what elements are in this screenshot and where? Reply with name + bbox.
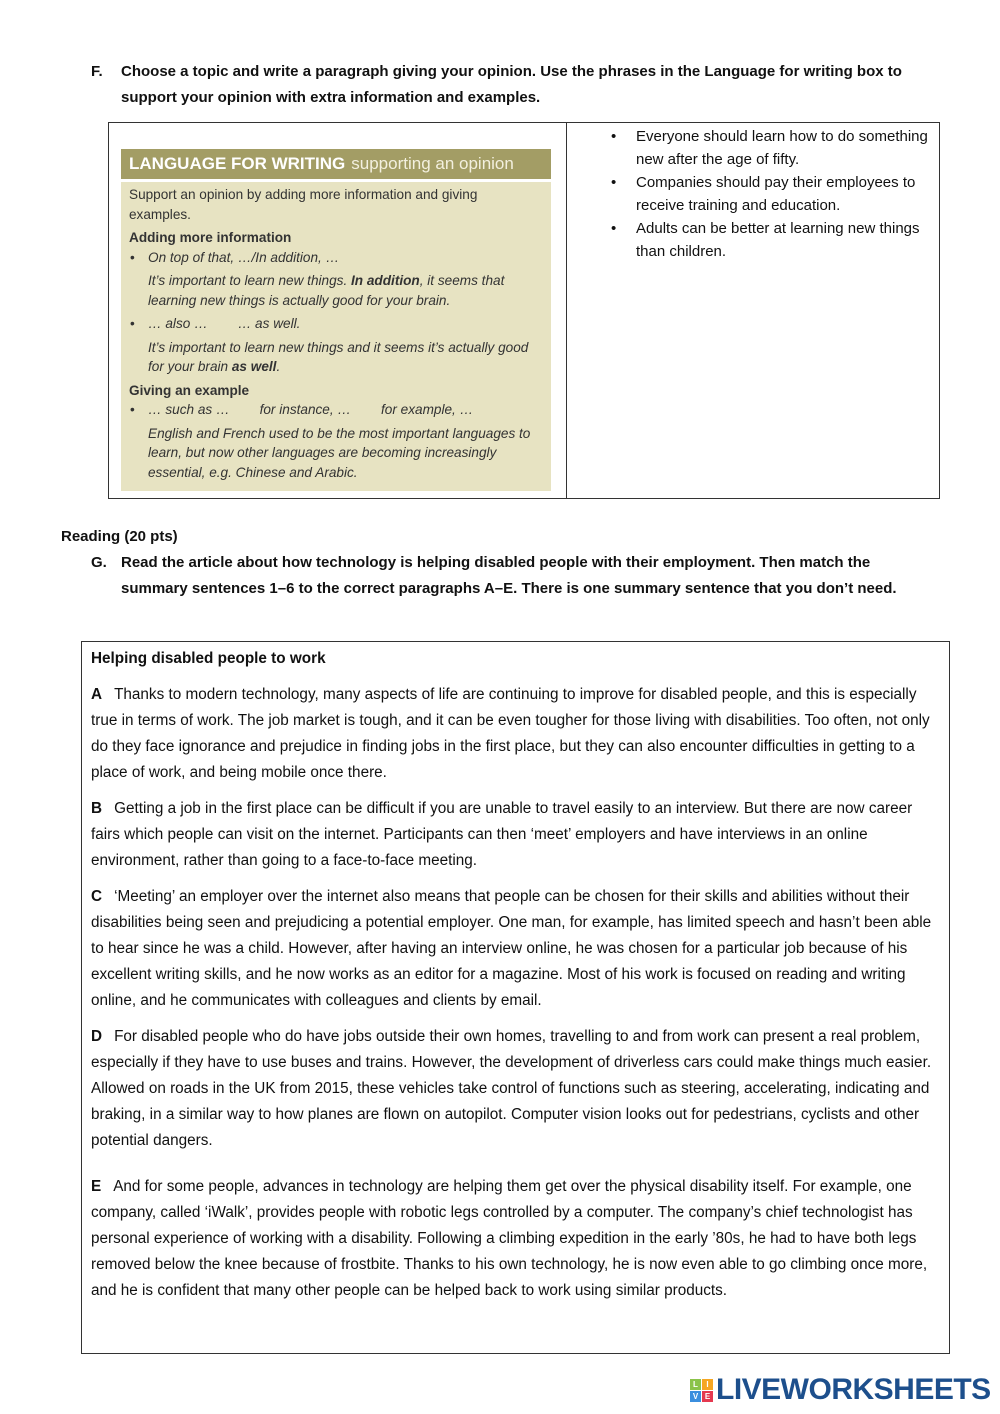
article-paragraph-d: D For disabled people who do have jobs outside their own homes, travelling to and from work can present a real problem, especially if they have to use buses and trains. However, the development of driverless cars could make things much easier. Allowed on roads in the UK from 2015, these vehicles take control of functions such as steering, accelerating, indicating and braking, in a similar way to how planes are flown on autopilot. Computer vision looks out for pedestrians, cyclists and other potential dangers. — [91, 1028, 932, 1149]
article-box — [81, 641, 950, 1354]
phrase-bullet: • On top of that, …/In addition, … — [129, 248, 543, 268]
box-title: LANGUAGE FOR WRITING — [129, 154, 346, 173]
box-header — [121, 149, 551, 182]
topic-item: • Companies should pay their employees to receive training and education. — [579, 171, 939, 217]
instruction-text: Choose a topic and write a paragraph giving your opinion. Use the phrases in the Language for writing box to support your opinion with extra information and examples. — [121, 63, 902, 106]
article-title: Helping disabled people to work — [91, 650, 326, 667]
article-paragraph-e: E And for some people, advances in technology are helping them get over the physical disability itself. For example, one company, called ‘iWalk’, provides people with robotic legs controlled by a computer. The company’s chief technologist has personal experience of working with a disability. Following a climbing expedition in the early ’80s, he had to have both legs removed below the knee because of frostbite. Thanks to his own technology, he is now even able to go climbing once more, and he is confident that many other people can be helped back to work using similar products. — [91, 1178, 928, 1299]
article-paragraph-a: A Thanks to modern technology, many aspects of life are continuing to improve for disabled people, and this is especially true in terms of work. The job market is tough, and it can be even tougher for those living with disabilities. Too often, not only do they face ignorance and prejudice in finding jobs in the first place, but they can also encounter difficulties in getting to a place of work, and being mobile once there. — [91, 686, 930, 781]
liveworksheets-logo — [690, 1374, 991, 1406]
phrase-bullet: • … such as … for instance, … for example, … — [129, 400, 543, 420]
example-text: English and French used to be the most important languages to learn, but now other languages are becoming increasingly essential, e.g. Chinese and Arabic. — [148, 425, 531, 480]
topic-list — [579, 125, 939, 263]
phrase-bullet: • … also … … as well. — [129, 314, 543, 334]
example-text: It’s important to learn new things. In addition, it seems that learning new things is actually good for your brain. — [148, 273, 505, 308]
logo-text: LIVEWORKSHEETS — [716, 1373, 991, 1406]
section-f-instruction — [91, 59, 951, 111]
section-label: F. — [91, 63, 103, 80]
article-paragraph-b: B Getting a job in the first place can be difficult if you are unable to travel easily to an interview. But there are now career fairs which people can visit on the internet. Participants can then ‘meet’ employers and have interviews in an online environment, rather than going to a face-to-face meeting. — [91, 800, 913, 869]
table-divider — [566, 123, 567, 498]
instruction-text: Read the article about how technology is helping disabled people with their employment. Then match the summary sentences 1–6 to the correct paragraphs A–E. There is one summary sentence that you don’t need. — [121, 554, 897, 597]
box-heading: Adding more information — [129, 230, 292, 245]
reading-heading: Reading (20 pts) — [61, 528, 178, 545]
topic-item: • Everyone should learn how to do something new after the age of fifty. — [579, 125, 939, 171]
box-intro: Support an opinion by adding more information and giving examples. — [129, 187, 478, 222]
topic-item: • Adults can be better at learning new things than children. — [579, 217, 939, 263]
language-for-writing-box — [121, 149, 551, 491]
section-g-instruction — [91, 550, 951, 628]
logo-icon: L I V E — [690, 1379, 713, 1402]
article-paragraph-c: C ‘Meeting’ an employer over the internet also means that people can be chosen for their skills and abilities without their disabilities being seen and prejudicing a potential employer. One man, for example, has limited speech and hasn’t been able to hear since he was a child. However, after having an interview online, he was chosen for a particular job because of his excellent writing skills, and he now works as an editor for a magazine. Most of his work is focused on reading and writing online, and he communicates with colleagues and clients by email. — [91, 888, 932, 1009]
writing-table — [108, 122, 940, 499]
section-label: G. — [91, 554, 107, 571]
example-text: It’s important to learn new things and it seems it’s actually good for your brain as well. — [148, 339, 529, 374]
box-heading: Giving an example — [129, 382, 250, 398]
box-subtitle: supporting an opinion — [351, 154, 514, 173]
